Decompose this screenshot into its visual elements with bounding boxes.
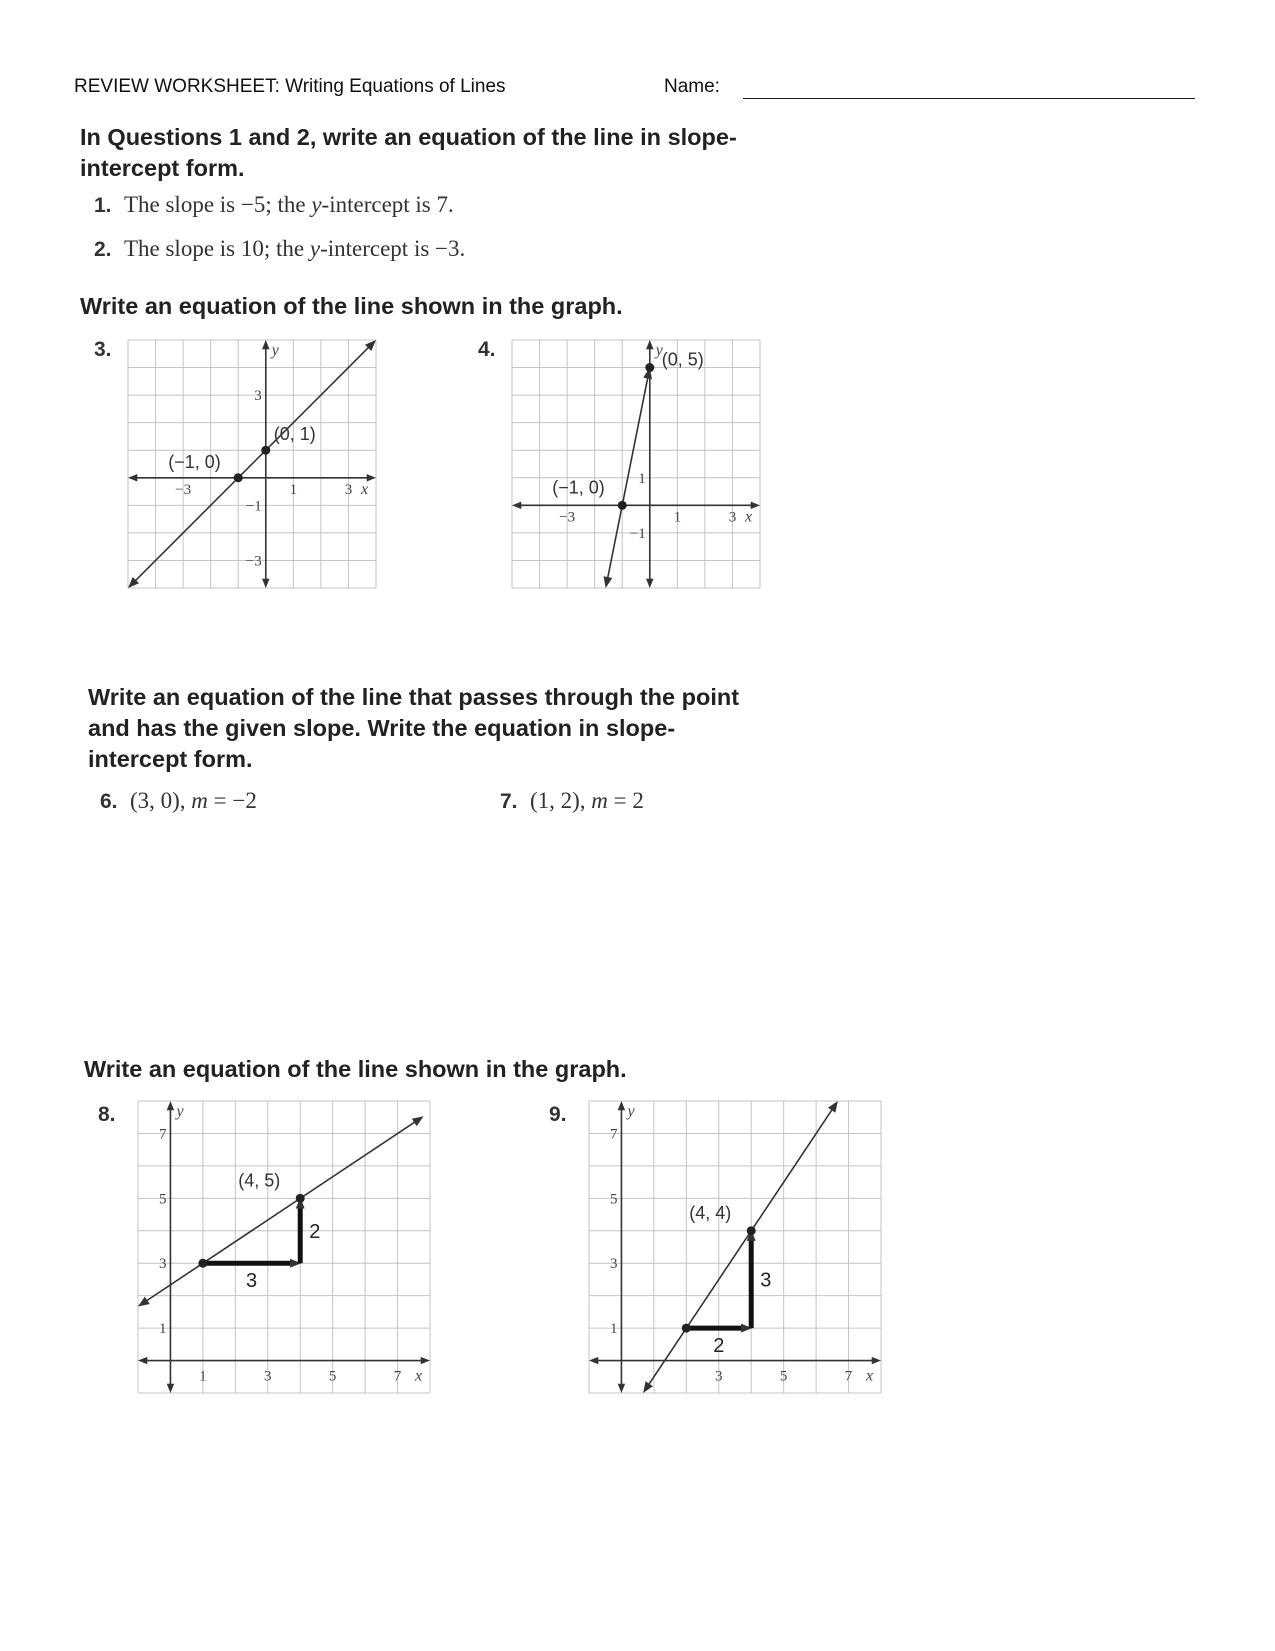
question-7-number: 7. [500,790,518,813]
question-1 [94,192,454,218]
plotted-point [682,1324,691,1333]
x-tick-label: 3 [728,509,737,526]
y-tick-label: 1 [158,1321,167,1338]
y-tick-label: 7 [158,1126,167,1143]
y-axis-arrow-down [262,579,269,588]
y-tick-label: 3 [609,1256,618,1273]
x-tick-label: −3 [175,481,192,498]
x-axis-arrow-right [872,1357,881,1364]
y-tick-label: 3 [254,388,262,405]
y-tick-label: 7 [609,1126,618,1143]
section4-instruction: Write an equation of the line shown in the graph. [84,1056,627,1082]
y-axis-label: y [176,1103,184,1120]
question-2-number: 2. [94,238,112,261]
x-axis-label: x [866,1367,874,1385]
y-axis-arrow-up [167,1101,174,1110]
question-4-number: 4. [478,338,496,361]
y-tick-label: 5 [158,1191,167,1208]
x-tick-label: 3 [715,1368,723,1385]
question-3-number: 3. [94,338,112,361]
y-tick-label: 3 [158,1256,167,1273]
point-label: (4, 4) [689,1202,732,1223]
y-axis-arrow-down [167,1384,174,1393]
y-tick-label: −1 [245,498,262,515]
x-axis-label: x [361,480,369,498]
graph-line-arrow-start [138,1297,150,1307]
graph-line [646,1106,834,1388]
name-blank-line[interactable] [743,98,1195,99]
question-2 [94,236,465,262]
plotted-point [618,501,627,510]
plotted-point [645,363,654,372]
point-label: (−1, 0) [168,451,221,472]
rise-label: 3 [760,1269,772,1292]
section1-instruction-line1: In Questions 1 and 2, write an equation of the line in slope- [80,124,737,150]
run-label: 2 [713,1335,725,1358]
x-axis-arrow-left [589,1357,598,1364]
graph-question-4 [512,340,760,588]
point-label: (0, 5) [661,349,704,370]
y-tick-label: −1 [629,525,646,542]
question-9-number: 9. [549,1103,567,1126]
x-axis-arrow-right [421,1357,430,1364]
question-8-number: 8. [98,1103,116,1126]
x-axis-arrow-left [128,474,137,481]
point-label: (−1, 0) [552,477,605,498]
run-label: 3 [245,1270,258,1293]
graph-line-arrow-end [828,1101,838,1113]
section1-instruction-line2: intercept form. [80,155,245,181]
y-axis-arrow-down [646,579,653,588]
question-6-text: (3, 0), m = −2 [129,788,257,813]
graph-line-arrow-end [412,1116,424,1126]
y-axis-arrow-up [618,1101,625,1110]
section3-instruction [88,682,739,775]
question-6 [100,788,257,814]
x-tick-label: 1 [199,1368,207,1385]
section3-instruction-line3: intercept form. [88,746,253,772]
y-tick-label: 1 [638,470,646,487]
x-axis-label: x [415,1367,423,1385]
plotted-point [296,1194,305,1203]
question-2-text: The slope is 10; the y-intercept is −3. [123,236,466,261]
x-tick-label: 1 [289,481,298,498]
x-axis-arrow-left [138,1357,147,1364]
y-axis-arrow-up [262,340,269,349]
plotted-point [198,1259,207,1268]
y-tick-label: 1 [609,1321,618,1338]
question-7 [500,788,644,814]
y-axis-label: y [655,342,663,359]
graph-line [143,1120,419,1304]
y-axis-label: y [627,1103,635,1120]
rise-label: 2 [309,1220,321,1243]
worksheet-title: REVIEW WORKSHEET: Writing Equations of Lines [74,76,506,97]
point-label: (0, 1) [273,424,316,445]
y-axis-label: y [271,342,279,359]
question-1-number: 1. [94,194,112,217]
section3-instruction-line1: Write an equation of the line that passes through the point [88,684,740,710]
question-6-number: 6. [100,790,118,813]
y-axis-arrow-up [646,340,653,349]
section2-instruction: Write an equation of the line shown in the graph. [80,293,623,319]
point-label: (4, 5) [238,1170,281,1191]
y-tick-label: −3 [245,553,262,570]
x-axis-label: x [745,508,753,526]
x-axis-arrow-left [512,502,521,509]
x-tick-label: 7 [844,1368,853,1385]
y-axis-arrow-down [618,1384,625,1393]
x-tick-label: −3 [559,509,576,526]
section3-instruction-line2: and has the given slope. Write the equation in slope- [88,715,676,741]
graph-question-3 [128,340,376,588]
x-tick-label: 3 [264,1368,272,1385]
y-tick-label: 5 [609,1191,618,1208]
plotted-point [747,1226,756,1235]
plotted-point [261,446,270,455]
section1-instruction [80,122,737,184]
name-label: Name: [664,76,720,97]
question-1-text: The slope is −5; the y-intercept is 7. [123,192,454,217]
x-tick-label: 7 [393,1368,402,1385]
x-tick-label: 1 [673,509,682,526]
graph-line-arrow-start [604,576,613,588]
graph-question-9 [589,1101,881,1393]
graph-question-8 [138,1101,430,1393]
x-tick-label: 3 [344,481,353,498]
plotted-point [234,473,243,482]
x-tick-label: 5 [779,1368,788,1385]
question-7-text: (1, 2), m = 2 [529,788,644,813]
x-tick-label: 5 [328,1368,337,1385]
graph-line-arrow-start [643,1381,653,1393]
